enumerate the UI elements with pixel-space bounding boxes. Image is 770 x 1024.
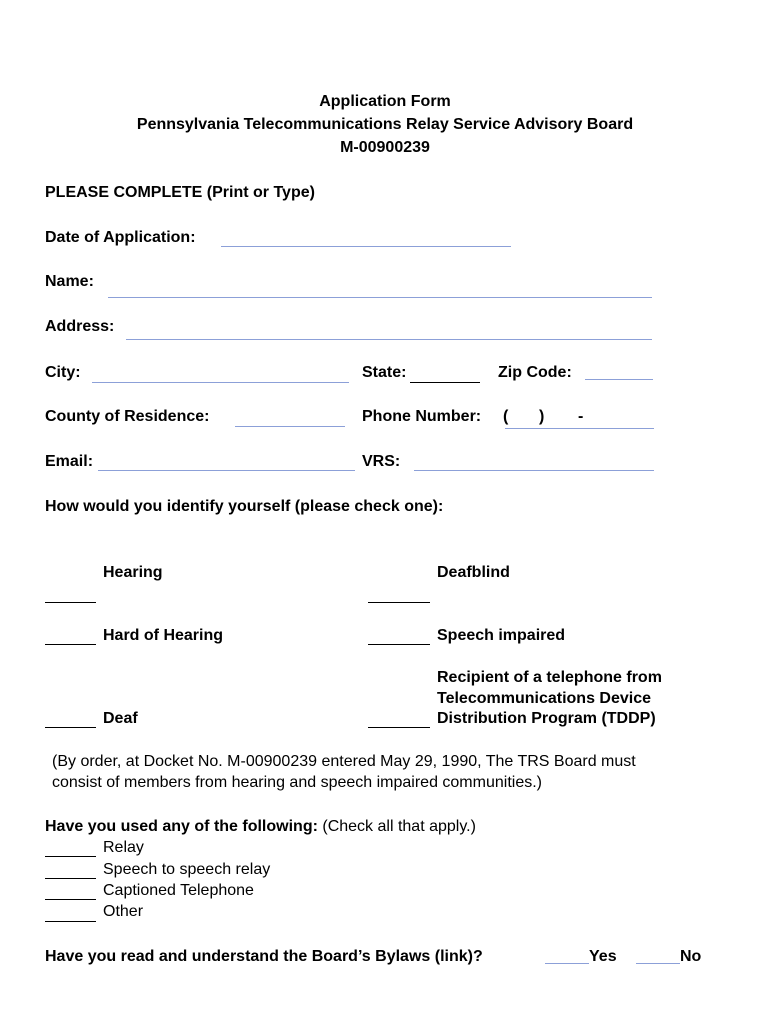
- used-question-bold: Have you used any of the following:: [45, 818, 318, 835]
- phone-open-paren: (: [503, 408, 509, 425]
- docket-note-line-1: (By order, at Docket No. M-00900239 entered May 29, 1990, The TRS Board must: [52, 753, 636, 770]
- option-tddp-label-2: Telecommunications Device: [437, 690, 651, 707]
- option-tddp-label-1: Recipient of a telephone from: [437, 669, 662, 686]
- identify-question: How would you identify yourself (please check one):: [45, 498, 444, 515]
- address-label: Address:: [45, 318, 115, 335]
- vrs-label: VRS:: [362, 453, 401, 470]
- phone-close-paren: ): [539, 408, 545, 425]
- used-relay-label: Relay: [103, 839, 144, 856]
- city-label: City:: [45, 364, 81, 381]
- county-label: County of Residence:: [45, 408, 210, 425]
- phone-label: Phone Number:: [362, 408, 482, 425]
- used-other-checkline[interactable]: [45, 921, 96, 922]
- board-name: Pennsylvania Telecommunications Relay Service Advisory Board: [136, 116, 634, 133]
- email-field[interactable]: [98, 470, 355, 471]
- email-label: Email:: [45, 453, 94, 470]
- zip-label: Zip Code:: [498, 364, 572, 381]
- used-speech-to-speech-label: Speech to speech relay: [103, 861, 271, 878]
- bylaws-yes-label: Yes: [589, 948, 617, 965]
- option-speech-impaired-checkline[interactable]: [368, 644, 430, 645]
- used-question: [45, 817, 476, 837]
- vrs-field[interactable]: [414, 470, 654, 471]
- option-hard-of-hearing-label: Hard of Hearing: [103, 627, 224, 644]
- option-deafblind-label: Deafblind: [437, 564, 510, 581]
- name-label: Name:: [45, 273, 94, 290]
- used-captioned-telephone-checkline[interactable]: [45, 899, 96, 900]
- option-hearing-label: Hearing: [103, 564, 163, 581]
- county-field[interactable]: [235, 426, 345, 427]
- used-captioned-telephone-label: Captioned Telephone: [103, 882, 254, 899]
- option-speech-impaired-label: Speech impaired: [437, 627, 566, 644]
- bylaws-question: Have you read and understand the Board’s Bylaws (link)?: [45, 948, 483, 965]
- option-hard-of-hearing-checkline[interactable]: [45, 644, 96, 645]
- option-deafblind-checkline[interactable]: [368, 602, 430, 603]
- city-field[interactable]: [92, 382, 349, 383]
- bylaws-no-label: No: [680, 948, 702, 965]
- name-field[interactable]: [108, 297, 652, 298]
- zip-field[interactable]: [585, 379, 653, 380]
- form-title: Application Form: [319, 93, 451, 110]
- state-field[interactable]: [410, 382, 480, 383]
- option-hearing-checkline[interactable]: [45, 602, 96, 603]
- bylaws-no-checkline[interactable]: [636, 963, 680, 964]
- used-other-label: Other: [103, 903, 144, 920]
- instructions: PLEASE COMPLETE (Print or Type): [45, 184, 315, 201]
- docket-number: M-00900239: [340, 139, 430, 156]
- option-deaf-label: Deaf: [103, 710, 138, 727]
- date-field[interactable]: [221, 246, 511, 247]
- used-relay-checkline[interactable]: [45, 856, 96, 857]
- option-tddp-checkline[interactable]: [368, 727, 430, 728]
- used-question-rest: (Check all that apply.): [322, 818, 476, 835]
- date-label: Date of Application:: [45, 229, 196, 246]
- option-tddp-label-3: Distribution Program (TDDP): [437, 710, 656, 727]
- bylaws-yes-checkline[interactable]: [545, 963, 589, 964]
- used-speech-to-speech-checkline[interactable]: [45, 878, 96, 879]
- address-field[interactable]: [126, 339, 652, 340]
- phone-dash: -: [578, 408, 584, 425]
- state-label: State:: [362, 364, 407, 381]
- phone-field[interactable]: [505, 428, 654, 429]
- option-deaf-checkline[interactable]: [45, 727, 96, 728]
- docket-note-line-2: consist of members from hearing and speech impaired communities.): [52, 774, 542, 791]
